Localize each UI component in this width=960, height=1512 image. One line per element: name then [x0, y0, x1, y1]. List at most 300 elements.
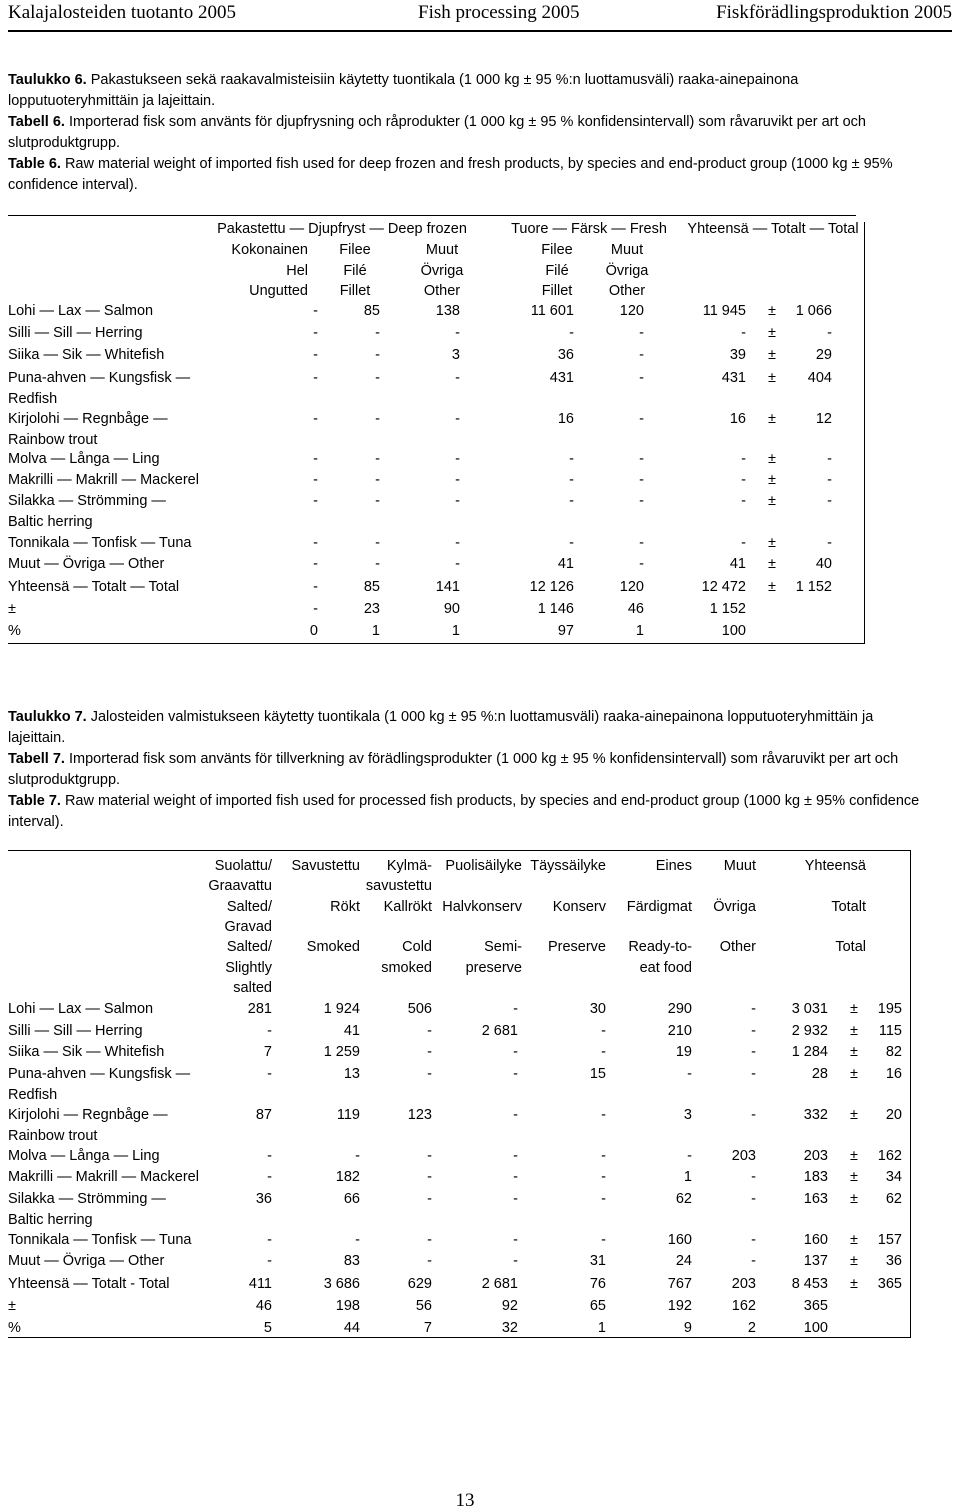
table-cell: 65 [589, 1298, 606, 1314]
caption-text: Importerad fisk som använts för djupfrysning och råprodukter (1 000 kg ± 95 % konfidensintervall) som råvaruvikt per art och [64, 114, 866, 130]
table-cell: 411 [248, 1276, 272, 1292]
table-cell: - [601, 1232, 606, 1248]
table-cell: 141 [435, 579, 460, 595]
row-label: Kirjolohi — Regnbåge — [8, 1107, 168, 1123]
caption-text: slutproduktgrupp. [8, 135, 121, 151]
table-cell: 431 [721, 370, 746, 386]
table-cell: 332 [803, 1107, 828, 1123]
table-cell: - [751, 1169, 756, 1185]
table-cell: 2 [747, 1320, 756, 1336]
table-cell: - [375, 493, 380, 509]
table-cell: - [313, 347, 318, 363]
plus-minus-sign: ± [850, 1276, 858, 1292]
row-label: Makrilli — Makrill — Mackerel [8, 472, 199, 488]
column-header: Kallrökt [383, 898, 432, 915]
table-cell: - [375, 370, 380, 386]
row-label: ± [8, 601, 16, 617]
row-label: Silli — Sill — Herring [8, 325, 143, 341]
table-cell: 203 [803, 1148, 828, 1164]
row-label: Silakka — Strömming — [8, 493, 166, 509]
caption-text: confidence interval). [8, 177, 138, 193]
table-cell: - [569, 451, 574, 467]
column-header: Konserv [552, 898, 606, 915]
table-cell: - [513, 1148, 518, 1164]
row-label: Siika — Sik — Whitefish [8, 1044, 165, 1060]
column-header: Kokonainen [231, 242, 308, 258]
table-cell: - [375, 325, 380, 341]
table-cell: - [639, 325, 644, 341]
table-cell: 198 [335, 1298, 360, 1314]
table-cell: 11 945 [702, 303, 746, 319]
row-label: Redfish [8, 1086, 58, 1103]
plus-minus-sign: ± [768, 556, 776, 572]
table-cell: 0 [309, 623, 318, 639]
header-right: Fiskförädlingsproduktion 2005 [716, 2, 952, 23]
column-header: Täyssäilyke [530, 858, 606, 874]
confidence-interval: 115 [878, 1023, 902, 1039]
table-cell: 1 [597, 1320, 606, 1336]
plus-minus-sign: ± [850, 1066, 858, 1082]
table-cell: 12 472 [701, 579, 746, 595]
row-label: Tonnikala — Tonfisk — Tuna [8, 1232, 192, 1248]
confidence-interval: 195 [877, 1001, 902, 1017]
table-cell: - [313, 303, 318, 319]
table-cell: - [569, 535, 574, 551]
confidence-interval: 16 [885, 1066, 902, 1082]
table-cell: - [741, 472, 746, 488]
caption-line [8, 70, 798, 91]
table-cell: - [427, 1253, 432, 1269]
table-cell: 19 [675, 1044, 692, 1060]
table-cell: - [313, 493, 318, 509]
table6-top-rule [8, 215, 856, 216]
caption-line [8, 728, 65, 749]
caption-label: Table 6. [8, 156, 61, 172]
table-cell: - [751, 1107, 756, 1123]
group-header-frozen: Pakastettu — Djupfryst — Deep frozen [217, 221, 467, 237]
table-cell: - [601, 1023, 606, 1039]
column-header: Other [719, 939, 756, 956]
table-cell: 44 [343, 1320, 360, 1336]
table-cell: - [455, 556, 460, 572]
table-cell: 183 [803, 1169, 828, 1185]
column-header: eat food [639, 959, 692, 976]
column-header: Yhteensä [804, 858, 866, 874]
table-cell: 203 [731, 1276, 756, 1292]
caption-line [8, 707, 873, 728]
column-header: Färdigmat [626, 898, 692, 915]
table-cell: 46 [627, 601, 644, 617]
table-cell: - [687, 1148, 692, 1164]
row-label: Silakka — Strömming — [8, 1191, 166, 1207]
table-cell: 506 [407, 1001, 432, 1017]
caption-text: Importerad fisk som använts för tillverkning av förädlingsprodukter (1 000 kg ± 95 % konfidensintervall) som råvaruvikt per art och [64, 751, 899, 767]
row-label: Rainbow trout [8, 1127, 98, 1144]
row-label: Silli — Sill — Herring [8, 1023, 143, 1039]
table-cell: 365 [803, 1298, 828, 1314]
caption-text: lajeittain. [8, 730, 66, 746]
table-cell: - [375, 347, 380, 363]
table-cell: 162 [731, 1298, 756, 1314]
table-cell: 1 [371, 623, 380, 639]
caption-line [8, 133, 120, 154]
table7-right-border [910, 850, 911, 1338]
table-cell: 41 [557, 556, 574, 572]
table-cell: - [741, 493, 746, 509]
table-cell: 36 [255, 1191, 272, 1207]
table-cell: 1 924 [323, 1001, 360, 1017]
plus-minus-sign: ± [768, 472, 776, 488]
table-cell: 1 284 [791, 1044, 828, 1060]
caption-line [8, 112, 866, 133]
column-header: Other [608, 283, 646, 299]
column-header: Hel [286, 262, 308, 279]
column-header: Gravad [224, 918, 272, 935]
row-label: Yhteensä — Totalt - Total [8, 1276, 170, 1292]
table-cell: 90 [443, 601, 460, 617]
table-cell: - [601, 1148, 606, 1164]
table-cell: 1 [683, 1169, 692, 1185]
table-cell: - [313, 579, 318, 595]
column-header: Totalt [831, 898, 866, 915]
table-cell: - [601, 1107, 606, 1123]
table-cell: - [513, 1066, 518, 1082]
table-cell: - [267, 1066, 272, 1082]
row-label: Rainbow trout [8, 431, 98, 448]
caption-label: Taulukko 7. [8, 709, 87, 725]
table-cell: 1 146 [537, 601, 574, 617]
table-cell: 5 [263, 1320, 272, 1336]
table-cell: 3 [683, 1107, 692, 1123]
row-label: Kirjolohi — Regnbåge — [8, 411, 168, 427]
page-number: 13 [455, 1490, 475, 1511]
column-header: Puolisäilyke [445, 858, 522, 874]
column-header: savustettu [365, 878, 432, 895]
table-cell: - [267, 1253, 272, 1269]
table-cell: - [569, 472, 574, 488]
table-cell: - [375, 411, 380, 427]
confidence-interval: 36 [885, 1253, 902, 1269]
table-cell: 11 601 [530, 303, 574, 319]
column-header: Rökt [330, 898, 360, 915]
plus-minus-sign: ± [850, 1001, 858, 1017]
row-label: Muut — Övriga — Other [8, 556, 165, 572]
table-cell: 97 [557, 623, 574, 639]
table-cell: - [741, 535, 746, 551]
table-cell: 137 [803, 1253, 828, 1269]
table-cell: - [313, 601, 318, 617]
table-cell: - [427, 1044, 432, 1060]
table-cell: - [569, 325, 574, 341]
column-header: preserve [465, 959, 522, 976]
table-cell: 7 [263, 1044, 272, 1060]
table-cell: 39 [729, 347, 746, 363]
table-cell: 629 [407, 1276, 432, 1292]
column-header: Halvkonserv [442, 898, 522, 915]
table-cell: 83 [343, 1253, 360, 1269]
table-cell: - [313, 411, 318, 427]
table-cell: - [513, 1169, 518, 1185]
plus-minus-sign: ± [850, 1107, 858, 1123]
table-cell: 87 [255, 1107, 272, 1123]
row-label: Lohi — Lax — Salmon [8, 303, 154, 319]
table-cell: - [513, 1232, 518, 1248]
table-cell: 192 [667, 1298, 692, 1314]
table-cell: - [313, 535, 318, 551]
table-cell: - [375, 556, 380, 572]
caption-text: Pakastukseen sekä raakavalmisteisiin käytetty tuontikala (1 000 kg ± 95 %:n luottamusväli) raaka-ainepainona [86, 72, 799, 88]
table-cell: 1 [451, 623, 460, 639]
confidence-interval: - [827, 535, 832, 551]
table-cell: - [513, 1191, 518, 1207]
table-cell: 1 152 [709, 601, 746, 617]
table-cell: 16 [729, 411, 746, 427]
table-cell: 431 [549, 370, 574, 386]
column-header: Slightly [225, 959, 272, 976]
table-cell: - [741, 325, 746, 341]
table-cell: - [267, 1023, 272, 1039]
column-header: Total [835, 939, 866, 956]
column-header: Filee [541, 242, 573, 258]
column-header: Filee [339, 242, 371, 258]
table-cell: - [375, 472, 380, 488]
table-cell: - [455, 370, 460, 386]
row-label: Molva — Långa — Ling [8, 1148, 160, 1164]
table-cell: 2 932 [791, 1023, 828, 1039]
table-cell: - [639, 347, 644, 363]
confidence-interval: 1 152 [795, 579, 832, 595]
table-cell: 24 [675, 1253, 692, 1269]
confidence-interval: - [827, 325, 832, 341]
column-header: Filé [343, 262, 367, 279]
row-label: % [8, 1320, 21, 1336]
column-header: Ungutted [249, 283, 308, 299]
column-header: Filé [545, 262, 569, 279]
row-label: Makrilli — Makrill — Mackerel [8, 1169, 199, 1185]
table6-bottom-rule [8, 643, 864, 644]
column-header: Kylmä- [386, 858, 432, 874]
table-cell: 3 686 [323, 1276, 360, 1292]
column-header: Muut [425, 242, 459, 258]
table-cell: - [355, 1232, 360, 1248]
table-cell: - [313, 472, 318, 488]
table-cell: 767 [667, 1276, 692, 1292]
table-cell: 119 [336, 1107, 360, 1123]
caption-line [8, 175, 138, 196]
confidence-interval: - [827, 472, 832, 488]
column-header: smoked [381, 959, 432, 976]
table-cell: - [427, 1169, 432, 1185]
row-label: Muut — Övriga — Other [8, 1253, 165, 1269]
table-cell: - [427, 1232, 432, 1248]
table-cell: - [355, 1148, 360, 1164]
row-label: Redfish [8, 390, 58, 407]
table-cell: 85 [363, 579, 380, 595]
table-cell: - [455, 325, 460, 341]
column-header: Fillet [339, 283, 371, 299]
caption-line [8, 812, 64, 833]
table-cell: - [313, 451, 318, 467]
plus-minus-sign: ± [768, 325, 776, 341]
table-cell: 210 [667, 1023, 692, 1039]
table-cell: - [455, 451, 460, 467]
header-center: Fish processing 2005 [418, 2, 580, 23]
table-cell: - [427, 1148, 432, 1164]
column-header: Övriga [713, 898, 756, 915]
plus-minus-sign: ± [768, 535, 776, 551]
table-cell: 123 [407, 1107, 432, 1123]
row-label: Puna-ahven — Kungsfisk — [8, 370, 191, 386]
table-cell: 290 [667, 1001, 692, 1017]
caption-line [8, 91, 215, 112]
plus-minus-sign: ± [850, 1253, 858, 1269]
table-cell: 138 [435, 303, 460, 319]
table-cell: - [639, 370, 644, 386]
table-cell: - [375, 535, 380, 551]
table6-right-border [864, 222, 865, 644]
group-header-fresh: Tuore — Färsk — Fresh [511, 221, 667, 237]
confidence-interval: 20 [885, 1107, 902, 1123]
table-cell: 120 [619, 579, 644, 595]
table-cell: - [751, 1253, 756, 1269]
table-cell: 1 [635, 623, 644, 639]
table-cell: - [639, 556, 644, 572]
confidence-interval: 365 [877, 1276, 902, 1292]
column-header: Savustettu [291, 858, 360, 874]
table-cell: - [455, 493, 460, 509]
column-header: Övriga [605, 262, 649, 279]
table-cell: 12 126 [529, 579, 574, 595]
table-cell: - [427, 1023, 432, 1039]
table-cell: - [601, 1044, 606, 1060]
confidence-interval: 34 [885, 1169, 902, 1185]
plus-minus-sign: ± [768, 411, 776, 427]
table-cell: 9 [683, 1320, 692, 1336]
plus-minus-sign: ± [768, 493, 776, 509]
caption-label: Tabell 7. [8, 751, 65, 767]
row-label: % [8, 623, 21, 639]
row-label: Siika — Sik — Whitefish [8, 347, 165, 363]
table-cell: 100 [721, 623, 746, 639]
column-header: Eines [655, 858, 692, 874]
plus-minus-sign: ± [768, 347, 776, 363]
confidence-interval: 29 [815, 347, 832, 363]
caption-text: Raw material weight of imported fish used for processed fish products, by species and end-product group (1000 kg ± 95% confidence [60, 793, 920, 809]
plus-minus-sign: ± [850, 1148, 858, 1164]
table-cell: - [313, 325, 318, 341]
table-cell: - [455, 411, 460, 427]
table-cell: 41 [343, 1023, 360, 1039]
table-cell: 8 453 [791, 1276, 828, 1292]
table-cell: 46 [255, 1298, 272, 1314]
table-cell: 3 031 [791, 1001, 828, 1017]
column-header: Graavattu [208, 878, 272, 895]
table-cell: 28 [811, 1066, 828, 1082]
confidence-interval: 1 066 [795, 303, 832, 319]
table-cell: - [455, 472, 460, 488]
column-header: Semi- [484, 939, 522, 956]
column-header: Muut [723, 858, 756, 874]
table-cell: 32 [501, 1320, 518, 1336]
confidence-interval: 82 [885, 1044, 902, 1060]
caption-text: slutproduktgrupp. [8, 772, 121, 788]
table-cell: - [267, 1148, 272, 1164]
table-cell: 30 [589, 1001, 606, 1017]
row-label: Puna-ahven — Kungsfisk — [8, 1066, 191, 1082]
table-cell: - [313, 370, 318, 386]
table-cell: 2 681 [481, 1276, 518, 1292]
table-cell: 31 [589, 1253, 606, 1269]
table-cell: - [601, 1191, 606, 1207]
table-cell: 15 [589, 1066, 606, 1082]
table-cell: - [267, 1169, 272, 1185]
table-cell: - [513, 1044, 518, 1060]
caption-label: Taulukko 6. [8, 72, 87, 88]
table-cell: 62 [675, 1191, 692, 1207]
plus-minus-sign: ± [850, 1023, 858, 1039]
plus-minus-sign: ± [768, 303, 776, 319]
confidence-interval: 404 [807, 370, 832, 386]
table-cell: 163 [803, 1191, 828, 1207]
plus-minus-sign: ± [850, 1191, 858, 1207]
table-cell: 1 259 [323, 1044, 360, 1060]
table-cell: - [639, 411, 644, 427]
table-cell: - [639, 535, 644, 551]
caption-line [8, 791, 919, 812]
plus-minus-sign: ± [850, 1232, 858, 1248]
table-cell: 13 [343, 1066, 360, 1082]
table-cell: 85 [363, 303, 380, 319]
column-header: Salted/ [226, 898, 272, 915]
table-cell: 160 [803, 1232, 828, 1248]
table-cell: 23 [363, 601, 380, 617]
table7-top-rule [8, 850, 910, 851]
row-label: Tonnikala — Tonfisk — Tuna [8, 535, 192, 551]
plus-minus-sign: ± [768, 370, 776, 386]
confidence-interval: 62 [885, 1191, 902, 1207]
table-cell: - [569, 493, 574, 509]
row-label: Baltic herring [8, 513, 93, 530]
column-header: Cold [402, 939, 432, 956]
row-label: ± [8, 1298, 16, 1314]
table-cell: - [751, 1044, 756, 1060]
table-cell: - [313, 556, 318, 572]
table-cell: 56 [415, 1298, 432, 1314]
caption-label: Tabell 6. [8, 114, 65, 130]
plus-minus-sign: ± [850, 1044, 858, 1060]
table-cell: 66 [343, 1191, 360, 1207]
table-cell: - [751, 1023, 756, 1039]
table-cell: - [267, 1232, 272, 1248]
table-cell: 160 [667, 1232, 692, 1248]
caption-line [8, 154, 893, 175]
column-header: Preserve [547, 939, 606, 956]
column-header: Fillet [541, 283, 573, 299]
confidence-interval: 40 [815, 556, 832, 572]
row-label: Lohi — Lax — Salmon [8, 1001, 154, 1017]
table-cell: - [639, 493, 644, 509]
confidence-interval: - [827, 493, 832, 509]
column-header: Smoked [306, 939, 360, 956]
row-label: Molva — Långa — Ling [8, 451, 160, 467]
table-cell: - [687, 1066, 692, 1082]
table-cell: - [751, 1001, 756, 1017]
column-header: salted [233, 979, 272, 996]
table-cell: 120 [619, 303, 644, 319]
row-label: Yhteensä — Totalt — Total [8, 579, 180, 595]
running-header [8, 0, 952, 32]
caption-text: Raw material weight of imported fish used for deep frozen and fresh products, by species and end-product group (1000 kg ± 95% [60, 156, 893, 172]
